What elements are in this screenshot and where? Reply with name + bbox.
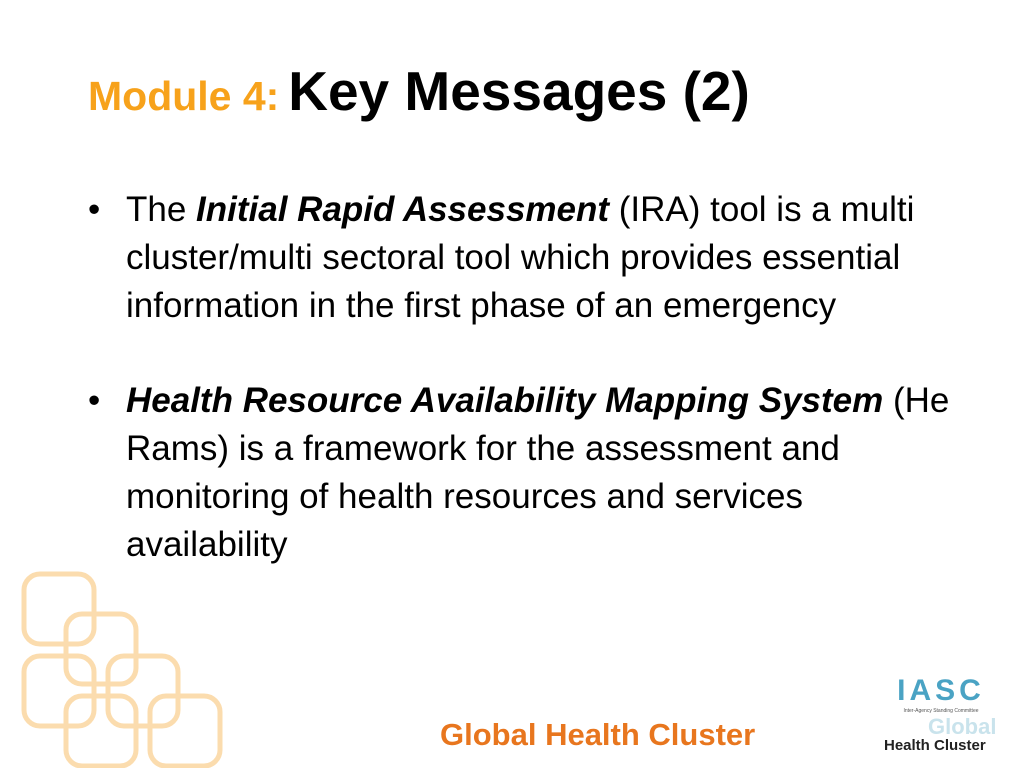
bullet-emphasis: Initial Rapid Assessment <box>196 190 610 229</box>
iasc-logo <box>893 676 989 714</box>
bullet-list <box>86 186 966 569</box>
bullet-text: (He Rams) is a framework for the assessment and monitoring of health resources and services availability <box>126 381 950 564</box>
bullet-dot-icon: • <box>88 190 101 229</box>
title-main: Key Messages (2) <box>288 60 750 122</box>
iasc-subtitle: Inter-Agency Standing Committee <box>903 708 979 714</box>
slide-title <box>88 60 750 122</box>
module-label: Module 4: <box>88 73 280 119</box>
bullet-item-herams <box>86 377 966 569</box>
health-cluster-logo: Health Cluster <box>884 737 986 754</box>
bullet-text: (IRA) tool is a multi cluster/multi sectoral tool which provides essential information in the first phase of an emergency <box>126 190 915 325</box>
bullet-dot-icon: • <box>88 381 101 420</box>
bullet-emphasis: Health Resource Availability Mapping System <box>126 381 884 420</box>
rounded-squares-decoration-icon <box>0 560 240 768</box>
iasc-letters: IASC <box>897 674 985 707</box>
bullet-item-ira <box>86 186 966 330</box>
global-watermark: Global <box>928 714 997 739</box>
bullet-lead: The <box>126 190 197 229</box>
global-health-cluster-banner: Global Health Cluster <box>440 717 756 752</box>
